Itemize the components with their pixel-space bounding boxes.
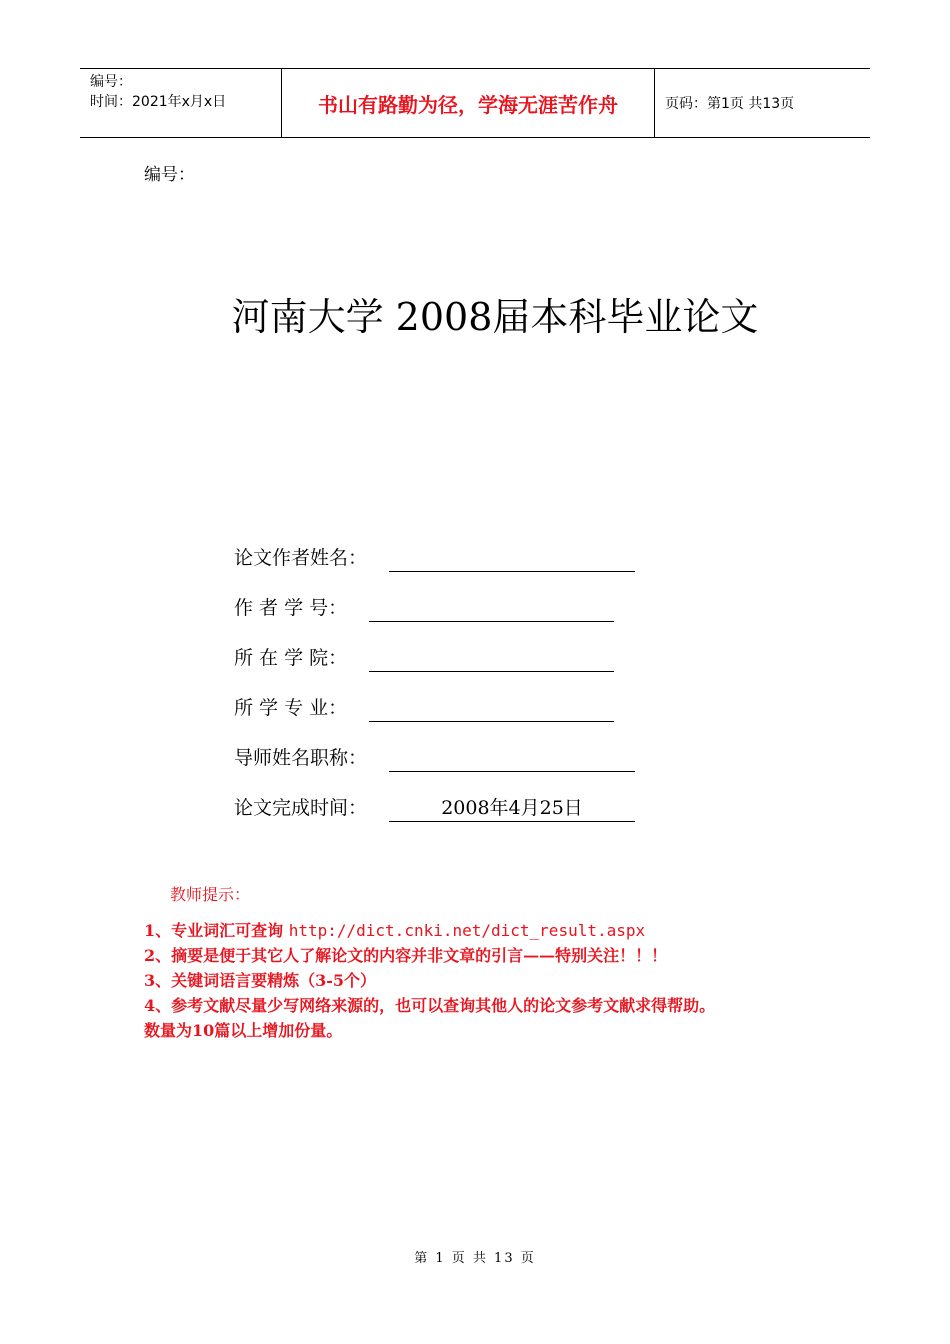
page-footer: 第 1 页 共 13 页: [414, 1251, 536, 1266]
hint-item-3: 3、关键词语言要精炼（3-5个）: [144, 971, 377, 990]
completion-date-field[interactable]: [389, 795, 635, 822]
major-row: [234, 695, 347, 721]
hint-item-1-text: 1、专业词汇可查询: [144, 921, 289, 940]
dict-link[interactable]: http://dict.cnki.net/dict_result.aspx: [288, 921, 646, 940]
teacher-hint-list: [144, 918, 844, 1043]
advisor-field[interactable]: [389, 745, 635, 772]
teacher-hint-title: 教师提示：: [170, 885, 251, 904]
completion-date-label: 论文完成时间：: [234, 797, 368, 819]
header-time-label: 时间：2021年x月x日: [90, 94, 227, 110]
major-field[interactable]: [369, 695, 614, 722]
thesis-title: 河南大学 2008届本科毕业论文: [231, 295, 759, 339]
student-id-field[interactable]: [369, 595, 614, 622]
advisor-label: 导师姓名职称：: [234, 747, 368, 769]
header-number-label: 编号：: [90, 74, 132, 90]
hint-item-1: [144, 918, 844, 943]
author-name-row: [234, 545, 367, 571]
completion-date-row: [234, 795, 583, 821]
author-name-field[interactable]: [389, 545, 635, 572]
completion-date-value: 2008年4月25日: [441, 797, 583, 819]
page-header: [80, 68, 870, 138]
header-meta-cell: [80, 69, 282, 137]
hint-item-2: 2、摘要是便于其它人了解论文的内容并非文章的引言——特别关注！！！: [144, 946, 668, 965]
hint-item-4-line2: 数量为10篇以上增加份量。: [144, 1021, 343, 1040]
student-id-label: 作 者 学 号：: [234, 597, 348, 619]
major-label: 所 学 专 业：: [234, 697, 348, 719]
hint-item-4-line1: 4、参考文献尽量少写网络来源的，也可以查询其他人的论文参考文献求得帮助。: [144, 996, 716, 1015]
college-row: [234, 645, 347, 671]
author-name-label: 论文作者姓名：: [234, 547, 368, 569]
student-id-row: [234, 595, 347, 621]
college-field[interactable]: [369, 645, 614, 672]
advisor-row: [234, 745, 367, 771]
header-page-info: 页码：第1页 共13页: [665, 96, 795, 112]
header-motto: 书山有路勤为径，学海无涯苦作舟: [282, 69, 655, 137]
doc-number-label: 编号：: [144, 165, 195, 185]
college-label: 所 在 学 院：: [234, 647, 348, 669]
